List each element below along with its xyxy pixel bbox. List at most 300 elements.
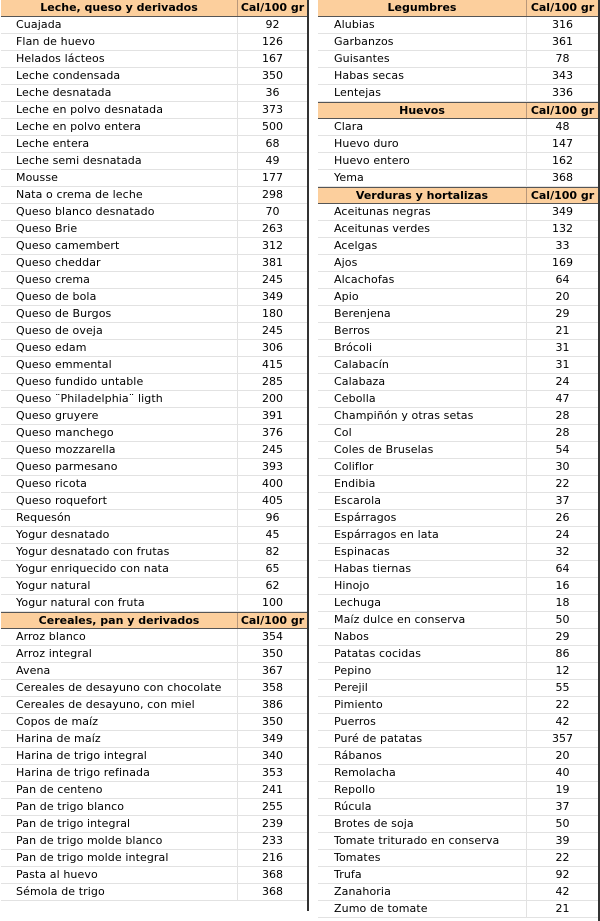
food-name: Queso gruyere — [1, 408, 238, 424]
food-name: Zanahoria — [318, 884, 527, 900]
table-row — [1, 272, 307, 289]
food-name: Queso ricota — [1, 476, 238, 492]
food-name: Aceitunas negras — [318, 204, 527, 220]
calorie-value: 31 — [555, 358, 570, 371]
table-row — [1, 748, 307, 765]
table-row — [318, 731, 598, 748]
calorie-value: 68 — [265, 137, 280, 150]
calorie-value: 96 — [265, 511, 280, 524]
calorie-value: 20 — [555, 749, 570, 762]
food-name: Queso Brie — [1, 221, 238, 237]
table-row — [1, 170, 307, 187]
calorie-value: 30 — [555, 460, 570, 473]
food-name: Habas tiernas — [318, 561, 527, 577]
food-name: Yema — [318, 170, 527, 186]
food-name: Pimiento — [318, 697, 527, 713]
calorie-value: 47 — [555, 392, 570, 405]
calorie-value: 126 — [262, 35, 283, 48]
unit-header: Cal/100 gr — [240, 1, 305, 14]
calorie-value: 21 — [555, 902, 570, 915]
calorie-value: 31 — [555, 341, 570, 354]
calorie-value: 50 — [555, 613, 570, 626]
table-row — [1, 85, 307, 102]
table-row — [318, 714, 598, 731]
calorie-value: 285 — [262, 375, 283, 388]
food-name: Calabacín — [318, 357, 527, 373]
table-row — [1, 493, 307, 510]
table-row — [1, 408, 307, 425]
food-name: Queso de oveja — [1, 323, 238, 339]
food-name: Coliflor — [318, 459, 527, 475]
food-name: Brócoli — [318, 340, 527, 356]
section-title: Legumbres — [318, 0, 527, 16]
table-row — [318, 527, 598, 544]
food-name: Mousse — [1, 170, 238, 186]
calorie-value: 343 — [552, 69, 573, 82]
table-row — [1, 629, 307, 646]
calorie-value: 350 — [262, 715, 283, 728]
calorie-value: 415 — [262, 358, 283, 371]
food-name: Berros — [318, 323, 527, 339]
table-row — [318, 476, 598, 493]
calorie-value: 180 — [262, 307, 283, 320]
calorie-value: 340 — [262, 749, 283, 762]
food-name: Tomate triturado en conserva — [318, 833, 527, 849]
section-header-verduras-y-hortalizas — [318, 187, 598, 204]
table-row — [318, 17, 598, 34]
table-row — [1, 340, 307, 357]
calorie-value: 78 — [555, 52, 570, 65]
section-title: Cereales, pan y derivados — [1, 613, 238, 628]
food-name: Avena — [1, 663, 238, 679]
food-name: Queso cheddar — [1, 255, 238, 271]
table-row — [318, 34, 598, 51]
food-name: Puerros — [318, 714, 527, 730]
food-name: Tomates — [318, 850, 527, 866]
table-row — [1, 289, 307, 306]
food-name: Aceitunas verdes — [318, 221, 527, 237]
unit-header: Cal/100 gr — [240, 614, 305, 627]
food-name: Zumo de tomate — [318, 901, 527, 917]
table-row — [318, 544, 598, 561]
calorie-value: 86 — [555, 647, 570, 660]
food-name: Espinacas — [318, 544, 527, 560]
table-row — [1, 578, 307, 595]
table-row — [318, 204, 598, 221]
food-name: Espárragos en lata — [318, 527, 527, 543]
food-name: Yogur enriquecido con nata — [1, 561, 238, 577]
table-row — [318, 833, 598, 850]
calorie-value: 19 — [555, 783, 570, 796]
calorie-value: 29 — [555, 630, 570, 643]
food-name: Ajos — [318, 255, 527, 271]
calorie-value: 55 — [555, 681, 570, 694]
food-name: Huevo entero — [318, 153, 527, 169]
calorie-value: 361 — [552, 35, 573, 48]
table-row — [318, 425, 598, 442]
calorie-value: 393 — [262, 460, 283, 473]
table-row — [318, 289, 598, 306]
calorie-value: 245 — [262, 443, 283, 456]
unit-header: Cal/100 gr — [530, 189, 595, 202]
table-row — [318, 68, 598, 85]
table-row — [1, 799, 307, 816]
table-row — [1, 153, 307, 170]
food-name: Alcachofas — [318, 272, 527, 288]
food-name: Yogur natural con fruta — [1, 595, 238, 611]
calorie-value: 42 — [555, 885, 570, 898]
table-row — [1, 765, 307, 782]
food-name: Leche condensada — [1, 68, 238, 84]
calorie-value: 169 — [552, 256, 573, 269]
table-row — [1, 595, 307, 612]
calorie-value: 500 — [262, 120, 283, 133]
food-name: Pan de trigo blanco — [1, 799, 238, 815]
food-name: Copos de maíz — [1, 714, 238, 730]
calorie-value: 368 — [552, 171, 573, 184]
section-header-legumbres — [318, 0, 598, 17]
food-name: Queso blanco desnatado — [1, 204, 238, 220]
calorie-value: 391 — [262, 409, 283, 422]
table-row — [1, 357, 307, 374]
section-title: Verduras y hortalizas — [318, 188, 527, 203]
food-name: Rábanos — [318, 748, 527, 764]
calorie-value: 37 — [555, 800, 570, 813]
table-row — [318, 374, 598, 391]
table-row — [318, 323, 598, 340]
calorie-value: 255 — [262, 800, 283, 813]
table-row — [1, 816, 307, 833]
section-header-cereales-pan-y-derivados — [1, 612, 307, 629]
table-row — [318, 238, 598, 255]
calorie-value: 28 — [555, 409, 570, 422]
table-row — [1, 51, 307, 68]
calorie-value: 245 — [262, 324, 283, 337]
calorie-value: 306 — [262, 341, 283, 354]
calorie-value: 12 — [555, 664, 570, 677]
food-name: Habas secas — [318, 68, 527, 84]
calorie-value: 21 — [555, 324, 570, 337]
calorie-value: 368 — [262, 885, 283, 898]
food-name: Helados lácteos — [1, 51, 238, 67]
food-name: Cereales de desayuno con chocolate — [1, 680, 238, 696]
calorie-value: 349 — [552, 205, 573, 218]
calorie-value: 26 — [555, 511, 570, 524]
table-row — [1, 187, 307, 204]
calorie-value: 177 — [262, 171, 283, 184]
table-row — [1, 510, 307, 527]
calorie-value: 298 — [262, 188, 283, 201]
table-row — [1, 306, 307, 323]
food-name: Queso parmesano — [1, 459, 238, 475]
table-row — [318, 595, 598, 612]
food-name: Arroz integral — [1, 646, 238, 662]
table-row — [318, 255, 598, 272]
table-row — [318, 850, 598, 867]
calorie-value: 54 — [555, 443, 570, 456]
calorie-value: 82 — [265, 545, 280, 558]
calorie-value: 357 — [552, 732, 573, 745]
calorie-value: 64 — [555, 273, 570, 286]
food-name: Yogur desnatado con frutas — [1, 544, 238, 560]
calorie-value: 354 — [262, 630, 283, 643]
table-row — [1, 561, 307, 578]
food-name: Guisantes — [318, 51, 527, 67]
calorie-value: 368 — [262, 868, 283, 881]
calorie-value: 358 — [262, 681, 283, 694]
section-title: Leche, queso y derivados — [1, 0, 238, 16]
table-row — [318, 391, 598, 408]
food-name: Queso roquefort — [1, 493, 238, 509]
calorie-value: 62 — [265, 579, 280, 592]
table-row — [1, 459, 307, 476]
food-name: Cereales de desayuno, con miel — [1, 697, 238, 713]
food-name: Alubias — [318, 17, 527, 33]
food-name: Berenjena — [318, 306, 527, 322]
food-name: Nata o crema de leche — [1, 187, 238, 203]
food-name: Queso de bola — [1, 289, 238, 305]
calorie-value: 48 — [555, 120, 570, 133]
food-name: Yogur desnatado — [1, 527, 238, 543]
food-name: Queso mozzarella — [1, 442, 238, 458]
food-name: Queso manchego — [1, 425, 238, 441]
food-name: Pan de centeno — [1, 782, 238, 798]
left-column — [1, 0, 309, 911]
table-row — [318, 136, 598, 153]
table-row — [1, 867, 307, 884]
table-row — [318, 680, 598, 697]
section-header-leche-queso-y-derivados — [1, 0, 307, 17]
food-name: Trufa — [318, 867, 527, 883]
food-name: Harina de trigo integral — [1, 748, 238, 764]
food-name: Lechuga — [318, 595, 527, 611]
table-row — [1, 782, 307, 799]
food-name: Perejil — [318, 680, 527, 696]
food-name: Champiñón y otras setas — [318, 408, 527, 424]
food-name: Rúcula — [318, 799, 527, 815]
calorie-value: 92 — [555, 868, 570, 881]
food-name: Calabaza — [318, 374, 527, 390]
calorie-value: 65 — [265, 562, 280, 575]
calorie-value: 18 — [555, 596, 570, 609]
table-row — [318, 612, 598, 629]
food-name: Remolacha — [318, 765, 527, 781]
food-name: Lentejas — [318, 85, 527, 101]
food-name: Apio — [318, 289, 527, 305]
calorie-value: 350 — [262, 69, 283, 82]
calorie-value: 92 — [265, 18, 280, 31]
table-row — [318, 867, 598, 884]
table-row — [1, 119, 307, 136]
table-row — [318, 51, 598, 68]
right-column — [318, 0, 600, 921]
calorie-value: 24 — [555, 375, 570, 388]
calorie-value: 50 — [555, 817, 570, 830]
food-name: Arroz blanco — [1, 629, 238, 645]
food-name: Garbanzos — [318, 34, 527, 50]
table-row — [318, 85, 598, 102]
calorie-value: 22 — [555, 851, 570, 864]
table-row — [318, 170, 598, 187]
section-header-huevos — [318, 102, 598, 119]
calorie-value: 349 — [262, 290, 283, 303]
food-name: Maíz dulce en conserva — [318, 612, 527, 628]
food-name: Pan de trigo molde integral — [1, 850, 238, 866]
food-name: Repollo — [318, 782, 527, 798]
table-row — [1, 221, 307, 238]
table-row — [318, 510, 598, 527]
table-row — [1, 850, 307, 867]
food-name: Harina de trigo refinada — [1, 765, 238, 781]
table-row — [318, 782, 598, 799]
calorie-value: 36 — [265, 86, 280, 99]
calorie-value: 376 — [262, 426, 283, 439]
calorie-value: 312 — [262, 239, 283, 252]
unit-header: Cal/100 gr — [530, 1, 595, 14]
table-row — [1, 238, 307, 255]
table-row — [1, 136, 307, 153]
calorie-value: 233 — [262, 834, 283, 847]
table-row — [318, 306, 598, 323]
calorie-value: 39 — [555, 834, 570, 847]
calorie-value: 64 — [555, 562, 570, 575]
food-name: Cebolla — [318, 391, 527, 407]
table-row — [1, 680, 307, 697]
table-row — [1, 476, 307, 493]
table-row — [318, 578, 598, 595]
calorie-value: 28 — [555, 426, 570, 439]
calorie-value: 381 — [262, 256, 283, 269]
table-row — [318, 765, 598, 782]
table-row — [318, 561, 598, 578]
table-row — [1, 697, 307, 714]
table-row — [318, 799, 598, 816]
table-row — [1, 68, 307, 85]
calorie-value: 32 — [555, 545, 570, 558]
table-row — [1, 425, 307, 442]
table-row — [318, 357, 598, 374]
calorie-value: 16 — [555, 579, 570, 592]
table-row — [1, 646, 307, 663]
table-row — [1, 102, 307, 119]
food-name: Hinojo — [318, 578, 527, 594]
calorie-value: 37 — [555, 494, 570, 507]
table-row — [1, 527, 307, 544]
table-row — [1, 391, 307, 408]
calorie-value: 336 — [552, 86, 573, 99]
food-name: Pepino — [318, 663, 527, 679]
food-name: Huevo duro — [318, 136, 527, 152]
food-name: Queso de Burgos — [1, 306, 238, 322]
calorie-value: 22 — [555, 477, 570, 490]
food-name: Acelgas — [318, 238, 527, 254]
food-name: Escarola — [318, 493, 527, 509]
food-name: Puré de patatas — [318, 731, 527, 747]
table-row — [1, 663, 307, 680]
table-row — [318, 459, 598, 476]
food-name: Brotes de soja — [318, 816, 527, 832]
calorie-value: 263 — [262, 222, 283, 235]
food-name: Queso camembert — [1, 238, 238, 254]
calorie-value: 24 — [555, 528, 570, 541]
table-row — [318, 697, 598, 714]
calorie-value: 42 — [555, 715, 570, 728]
food-name: Patatas cocidas — [318, 646, 527, 662]
calorie-value: 33 — [555, 239, 570, 252]
food-name: Leche semi desnatada — [1, 153, 238, 169]
calorie-value: 400 — [262, 477, 283, 490]
food-name: Queso fundido untable — [1, 374, 238, 390]
food-name: Leche desnatada — [1, 85, 238, 101]
food-name: Pan de trigo integral — [1, 816, 238, 832]
table-row — [318, 272, 598, 289]
calorie-value: 216 — [262, 851, 283, 864]
table-row — [318, 119, 598, 136]
table-row — [1, 884, 307, 901]
table-row — [318, 153, 598, 170]
calorie-value: 22 — [555, 698, 570, 711]
unit-header: Cal/100 gr — [530, 104, 595, 117]
calorie-value: 200 — [262, 392, 283, 405]
food-name: Col — [318, 425, 527, 441]
calorie-value: 239 — [262, 817, 283, 830]
food-name: Clara — [318, 119, 527, 135]
calorie-value: 70 — [265, 205, 280, 218]
table-row — [1, 323, 307, 340]
calorie-value: 167 — [262, 52, 283, 65]
table-row — [318, 629, 598, 646]
food-name: Nabos — [318, 629, 527, 645]
table-row — [1, 833, 307, 850]
table-row — [318, 748, 598, 765]
calorie-value: 367 — [262, 664, 283, 677]
table-row — [318, 221, 598, 238]
food-name: Cuajada — [1, 17, 238, 33]
table-row — [1, 714, 307, 731]
calorie-value: 245 — [262, 273, 283, 286]
calorie-value: 20 — [555, 290, 570, 303]
table-row — [318, 663, 598, 680]
table-row — [318, 493, 598, 510]
calorie-value: 147 — [552, 137, 573, 150]
food-name: Flan de huevo — [1, 34, 238, 50]
calorie-value: 373 — [262, 103, 283, 116]
food-name: Pan de trigo molde blanco — [1, 833, 238, 849]
table-row — [1, 442, 307, 459]
food-name: Leche en polvo desnatada — [1, 102, 238, 118]
food-name: Queso edam — [1, 340, 238, 356]
calorie-value: 241 — [262, 783, 283, 796]
calorie-value: 49 — [265, 154, 280, 167]
calorie-value: 162 — [552, 154, 573, 167]
table-row — [1, 731, 307, 748]
calorie-value: 350 — [262, 647, 283, 660]
table-row — [1, 374, 307, 391]
table-row — [318, 646, 598, 663]
table-row — [1, 204, 307, 221]
food-name: Requesón — [1, 510, 238, 526]
table-row — [318, 340, 598, 357]
food-name: Yogur natural — [1, 578, 238, 594]
table-row — [318, 816, 598, 833]
calorie-value: 100 — [262, 596, 283, 609]
calorie-value: 349 — [262, 732, 283, 745]
food-name: Queso ¨Philadelphia¨ ligth — [1, 391, 238, 407]
section-title: Huevos — [318, 103, 527, 118]
table-row — [318, 408, 598, 425]
calorie-value: 316 — [552, 18, 573, 31]
table-row — [1, 544, 307, 561]
